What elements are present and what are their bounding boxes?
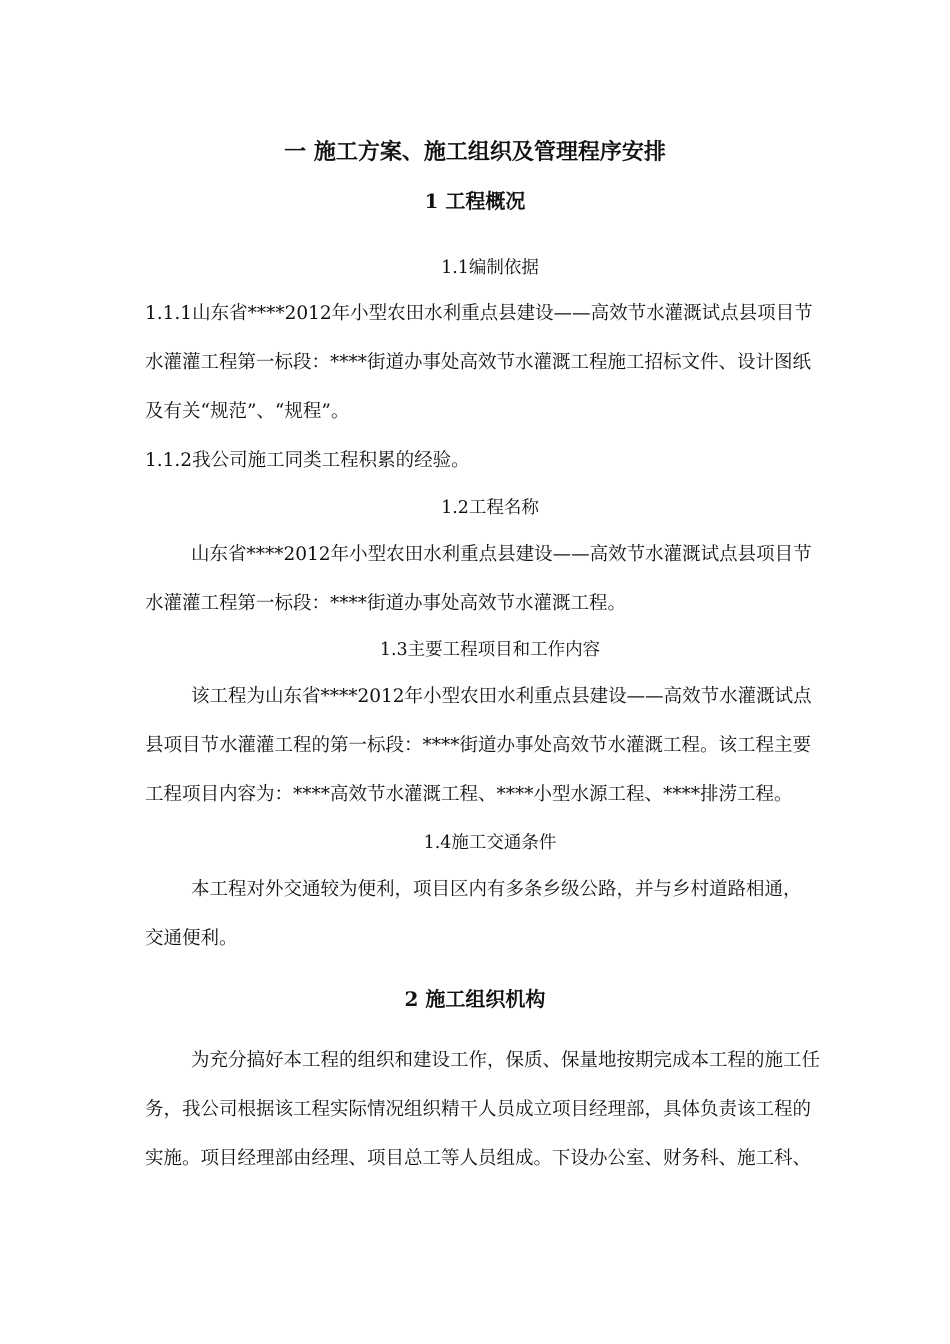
paragraph-line: 为充分搞好本工程的组织和建设工作，保质、保量地按期完成本工程的施工任 <box>191 1050 821 1071</box>
paragraph-line: 及有关“规范”、“规程”。 <box>145 401 350 422</box>
main-title: 一 施工方案、施工组织及管理程序安排 <box>284 139 666 165</box>
paragraph-line: 县项目节水灌灌工程的第一标段：****街道办事处高效节水灌溉工程。该工程主要 <box>145 735 812 756</box>
paragraph-line: 务，我公司根据该工程实际情况组织精干人员成立项目经理部，具体负责该工程的 <box>145 1099 812 1120</box>
paragraph-line: 1.1.2我公司施工同类工程积累的经验。 <box>145 450 470 471</box>
subsection-1-1-heading: 1.1编制依据 <box>441 258 539 278</box>
paragraph-line: 水灌灌工程第一标段：****街道办事处高效节水灌溉工程。 <box>145 593 627 614</box>
section2-heading: 2 施工组织机构 <box>404 987 546 1011</box>
paragraph-line: 山东省****2012年小型农田水利重点县建设——高效节水灌溉试点县项目节 <box>191 544 812 565</box>
paragraph-line: 交通便利。 <box>145 928 238 949</box>
paragraph-line: 本工程对外交通较为便利，项目区内有多条乡级公路，并与乡村道路相通， <box>191 879 802 900</box>
paragraph-line: 该工程为山东省****2012年小型农田水利重点县建设——高效节水灌溉试点 <box>191 686 812 707</box>
subsection-1-2-heading: 1.2工程名称 <box>441 498 539 518</box>
paragraph-line: 1.1.1山东省****2012年小型农田水利重点县建设——高效节水灌溉试点县项目节 <box>145 303 813 324</box>
subsection-1-4-heading: 1.4施工交通条件 <box>423 833 557 853</box>
paragraph-line: 水灌灌工程第一标段：****街道办事处高效节水灌溉工程施工招标文件、设计图纸 <box>145 352 812 373</box>
paragraph-line: 实施。项目经理部由经理、项目总工等人员组成。下设办公室、财务科、施工科、 <box>145 1148 812 1169</box>
subsection-1-3-heading: 1.3主要工程项目和工作内容 <box>379 640 601 660</box>
paragraph-line: 工程项目内容为：****高效节水灌溉工程、****小型水源工程、****排涝工程。 <box>145 784 793 805</box>
section1-heading: 1 工程概况 <box>424 189 526 213</box>
